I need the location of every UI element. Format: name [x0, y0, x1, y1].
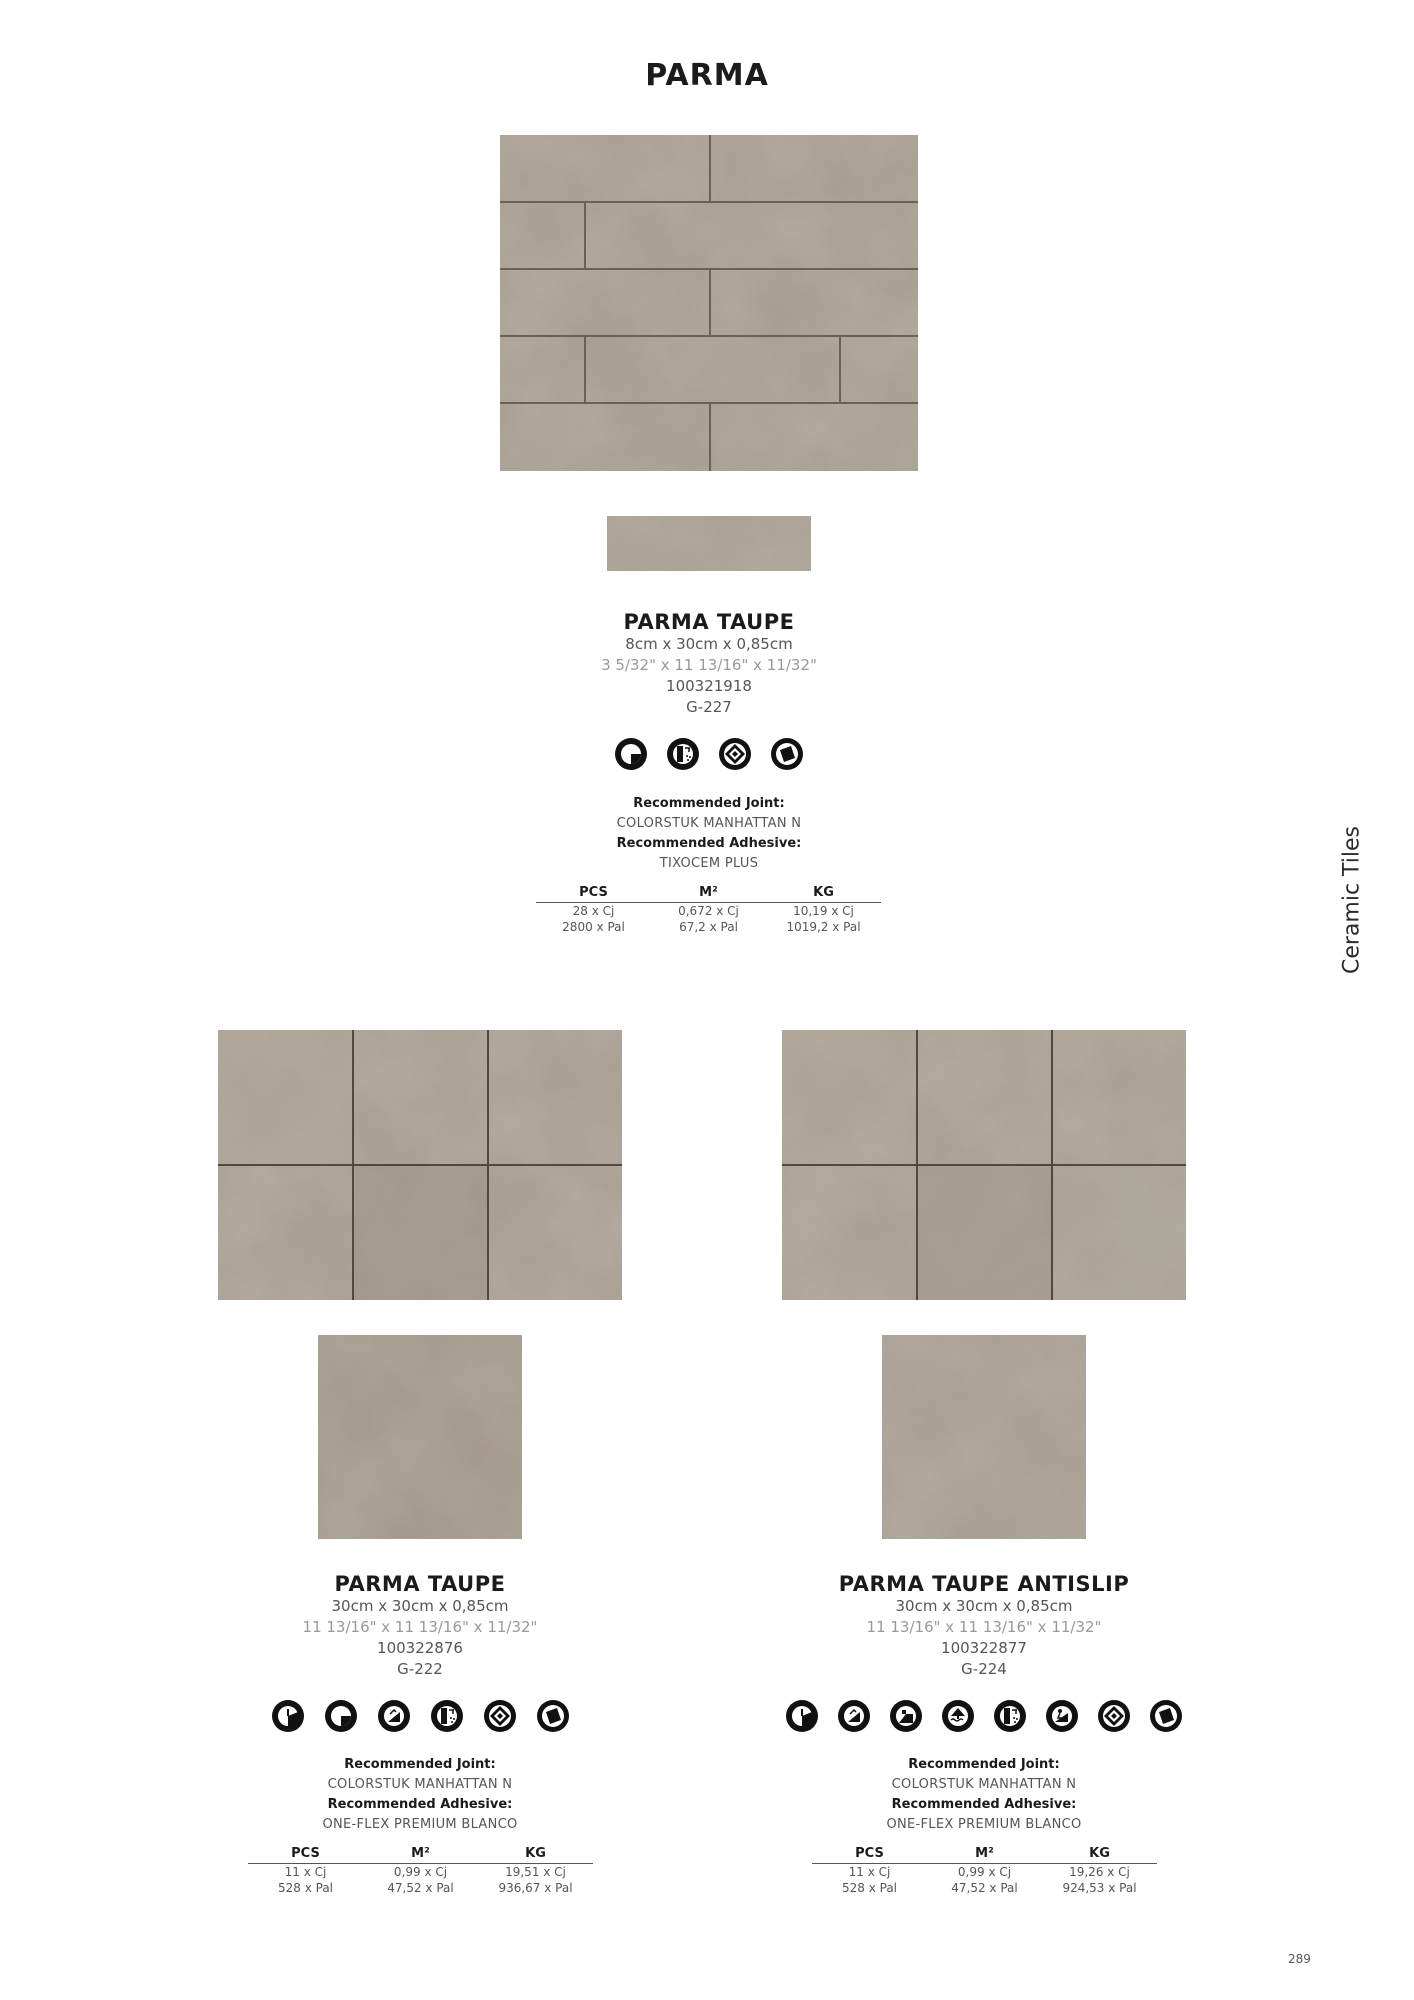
product-size-cm: 8cm x 30cm x 0,85cm — [625, 635, 793, 653]
parma-taupe-30x30-ambient-image — [218, 1030, 622, 1300]
rectified-icon — [1150, 1700, 1182, 1732]
col-kg: KG — [478, 1846, 593, 1864]
page-title: PARMA — [645, 58, 769, 93]
wall-interior-icon — [325, 1700, 357, 1732]
product-name: PARMA TAUPE ANTISLIP — [838, 1572, 1130, 1596]
product-size-in: 3 5/32" x 11 13/16" x 11/32" — [601, 656, 817, 674]
product-group: G-227 — [686, 698, 732, 716]
shower-icon — [431, 1700, 463, 1732]
pool-icon — [942, 1700, 974, 1732]
product-name: PARMA TAUPE — [623, 610, 795, 634]
col-m2: M² — [363, 1846, 478, 1864]
table-row: 2800 x Pal 67,2 x Pal 1019,2 x Pal — [562, 920, 861, 934]
parma-taupe-8x30-swatch — [607, 516, 811, 571]
adhesive-value: ONE-FLEX PREMIUM BLANCO — [322, 1817, 518, 1832]
col-m2: M² — [651, 885, 766, 903]
wall-interior-icon — [615, 738, 647, 770]
joint-label: Recommended Joint: — [344, 1757, 496, 1772]
floor-interior-icon — [786, 1700, 818, 1732]
frost-resistant-icon — [1098, 1700, 1130, 1732]
table-row: 11 x Cj 0,99 x Cj 19,51 x Cj — [284, 1865, 566, 1879]
shower-icon — [667, 738, 699, 770]
adhesive-value: ONE-FLEX PREMIUM BLANCO — [886, 1817, 1082, 1832]
product-icons — [170, 1700, 670, 1732]
parma-taupe-antislip-swatch — [882, 1335, 1086, 1539]
floor-exterior-icon — [838, 1700, 870, 1732]
adhesive-label: Recommended Adhesive: — [891, 1797, 1077, 1812]
table-row: 28 x Cj 0,672 x Cj 10,19 x Cj — [572, 904, 854, 918]
recommendations — [784, 1755, 1184, 1835]
table-row: 528 x Pal 47,52 x Pal 936,67 x Pal — [277, 1881, 573, 1895]
product-info-parma-taupe-30x30 — [220, 1572, 620, 1680]
product-icons — [734, 1700, 1234, 1732]
product-size-in: 11 13/16" x 11 13/16" x 11/32" — [302, 1618, 538, 1636]
page-number: 289 — [1288, 1952, 1311, 1966]
floor-exterior-icon — [378, 1700, 410, 1732]
joint-label: Recommended Joint: — [908, 1757, 1060, 1772]
table-row: 528 x Pal 47,52 x Pal 924,53 x Pal — [841, 1881, 1137, 1895]
product-name: PARMA TAUPE — [334, 1572, 506, 1596]
col-m2: M² — [927, 1846, 1042, 1864]
product-size-cm: 30cm x 30cm x 0,85cm — [895, 1597, 1073, 1615]
product-info-parma-taupe-antislip — [784, 1572, 1184, 1680]
adhesive-label: Recommended Adhesive: — [327, 1797, 513, 1812]
rectified-icon — [771, 738, 803, 770]
frost-resistant-icon — [719, 738, 751, 770]
terrace-icon — [890, 1700, 922, 1732]
product-group: G-222 — [397, 1660, 443, 1678]
joint-label: Recommended Joint: — [633, 796, 785, 811]
section-side-label: Ceramic Tiles — [1339, 825, 1365, 975]
col-pcs: PCS — [248, 1846, 363, 1864]
parma-taupe-antislip-ambient-image — [782, 1030, 1186, 1300]
floor-interior-icon — [272, 1700, 304, 1732]
recommendations — [509, 794, 909, 874]
product-icons — [509, 738, 909, 770]
col-pcs: PCS — [812, 1846, 927, 1864]
joint-value: COLORSTUK MANHATTAN N — [891, 1777, 1077, 1792]
packing-table — [812, 1846, 1157, 1896]
product-code: 100322877 — [941, 1639, 1027, 1657]
frost-resistant-icon — [484, 1700, 516, 1732]
col-kg: KG — [1042, 1846, 1157, 1864]
packing-table — [536, 885, 881, 935]
rectified-icon — [537, 1700, 569, 1732]
adhesive-value: TIXOCEM PLUS — [659, 856, 759, 871]
table-row: 11 x Cj 0,99 x Cj 19,26 x Cj — [848, 1865, 1130, 1879]
packing-table — [248, 1846, 593, 1896]
shower-icon — [994, 1700, 1026, 1732]
parma-taupe-8x30-ambient-image — [500, 135, 918, 471]
joint-value: COLORSTUK MANHATTAN N — [616, 816, 802, 831]
product-size-in: 11 13/16" x 11 13/16" x 11/32" — [866, 1618, 1102, 1636]
product-size-cm: 30cm x 30cm x 0,85cm — [331, 1597, 509, 1615]
product-group: G-224 — [961, 1660, 1007, 1678]
joint-value: COLORSTUK MANHATTAN N — [327, 1777, 513, 1792]
antislip-icon — [1046, 1700, 1078, 1732]
col-pcs: PCS — [536, 885, 651, 903]
adhesive-label: Recommended Adhesive: — [616, 836, 802, 851]
parma-taupe-30x30-swatch — [318, 1335, 522, 1539]
product-code: 100322876 — [377, 1639, 463, 1657]
col-kg: KG — [766, 885, 881, 903]
product-code: 100321918 — [666, 677, 752, 695]
recommendations — [220, 1755, 620, 1835]
product-info-parma-taupe-8x30 — [509, 610, 909, 718]
